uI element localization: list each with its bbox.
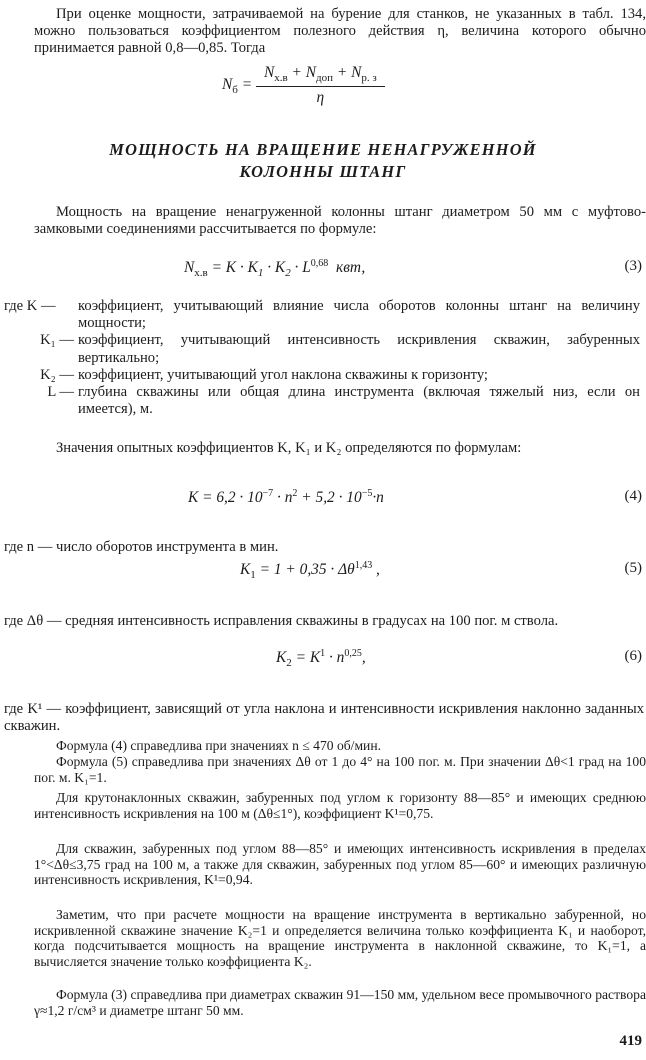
note-formula-3-validity: Формула (3) справедлива при диаметрах скважин 91—150 мм, удельном весе промывочного раствора γ≈1,2 г/см³ и диаметре штанг 50 мм.: [34, 987, 646, 1018]
note-formula-4: Формула (4) справедлива при значениях n ≤ 470 об/мин.: [56, 738, 382, 753]
formula-lhs: $N_б$ =: [222, 76, 256, 97]
variable-definitions: [4, 298, 640, 418]
section-heading-line1: МОЩНОСТЬ НА ВРАЩЕНИЕ НЕНАГРУЖЕННОЙ: [109, 140, 537, 159]
paragraph-coefficients: Значения опытных коэффициентов K, K₁ и K₂ определяются по формулам:: [56, 440, 522, 456]
definition-item: K₁ — коэффициент, учитывающий интенсивность искривления скважин, забуренных вертикально;: [40, 332, 640, 366]
definition-item: L — глубина скважины или общая длина инструмента (включая тяжелый низ, если он имеется), м.: [47, 384, 640, 418]
definition-item: где K — коэффициент, учитывающий влияние числа оборотов колонны штанг на величину мощности;: [4, 298, 640, 332]
equation-3: $N_{х.в} = K \cdot K_1 \cdot K_2 \cdot L^{0,68}$ квт, (3): [184, 258, 642, 280]
note-vertical-vs-inclined: Заметим, что при расчете мощности на вращение инструмента в вертикально забуренной, но искривленной скважине значение K₂=1 и определяется величина только коэффициента K₁ и наоборот, когда подсчитывается мощность на вращение инструмента в наклонной скважине, то K₁=1, а вычисляется значение только коэффициента K₂.: [34, 907, 646, 969]
equation-5: $K_1 = 1 + 0,35 \cdot \Delta\theta^{1,43}$ , (5): [240, 560, 642, 582]
equation-4: $K = 6,2 \cdot 10^{-7} \cdot n^2 + 5,2 \cdot 10^{-5}\cdot n$ (4): [188, 488, 642, 507]
equation-number: (4): [624, 488, 642, 504]
section-heading-line2: КОЛОННЫ ШТАНГ: [239, 162, 407, 181]
formula-total-power: [222, 64, 385, 107]
note-formula-5: Формула (5) справедлива при значениях Δθ от 1 до 4° на 100 пог. м. При значении Δθ<1 град на 100 пог. м. K₁=1.: [34, 754, 646, 785]
intro-paragraph: При оценке мощности, затрачиваемой на бурение для станков, не указанных в табл. 134, можно пользоваться коэффициентом полезного действия η, величина которого обычно принимается равной 0,8—0,85. Тогда: [34, 6, 646, 57]
note-steep-wells: Для крутонаклонных скважин, забуренных под углом к горизонту 88—85° и имеющих среднюю интенсивность искривления на 100 м (Δθ≤1°), коэффициент K¹=0,75.: [34, 790, 646, 821]
equation-number: (5): [624, 560, 642, 576]
paragraph-rotation-power: Мощность на вращение ненагруженной колонны штанг диаметром 50 мм с муфтово-замковыми соединениями рассчитывается по формуле:: [34, 204, 646, 238]
equation-number: (6): [624, 648, 642, 664]
equation-number: (3): [624, 258, 642, 274]
definition-item: K₂ — коэффициент, учитывающий угол наклона скважины к горизонту;: [40, 366, 488, 383]
formula-fraction: [256, 64, 385, 107]
definition-n: где n — число оборотов инструмента в мин.: [4, 538, 279, 555]
definition-delta-theta: где Δθ — средняя интенсивность исправления скважины в градусах на 100 пог. м ствола.: [4, 612, 559, 629]
formula-numerator: $N_{х.в} + N_{доп} + N_{р. з}$: [256, 64, 385, 87]
equation-6: $K_2 = K^1 \cdot n^{0,25}$, (6): [276, 648, 642, 670]
note-inclined-wells: Для скважин, забуренных под углом 88—85° и имеющих интенсивность искривления в пределах 1°<Δθ≤3,75 град на 100 м, а также для скважин, забуренных под углом 85—60° и имеющих различную интенсивность искривления, K¹=0,94.: [34, 841, 646, 888]
formula-denominator: η: [316, 89, 325, 107]
definition-k-superscript: где K¹ — коэффициент, зависящий от угла наклона и интенсивности искривления наклонно заданных скважин.: [4, 700, 644, 734]
page-number: 419: [619, 1033, 642, 1049]
